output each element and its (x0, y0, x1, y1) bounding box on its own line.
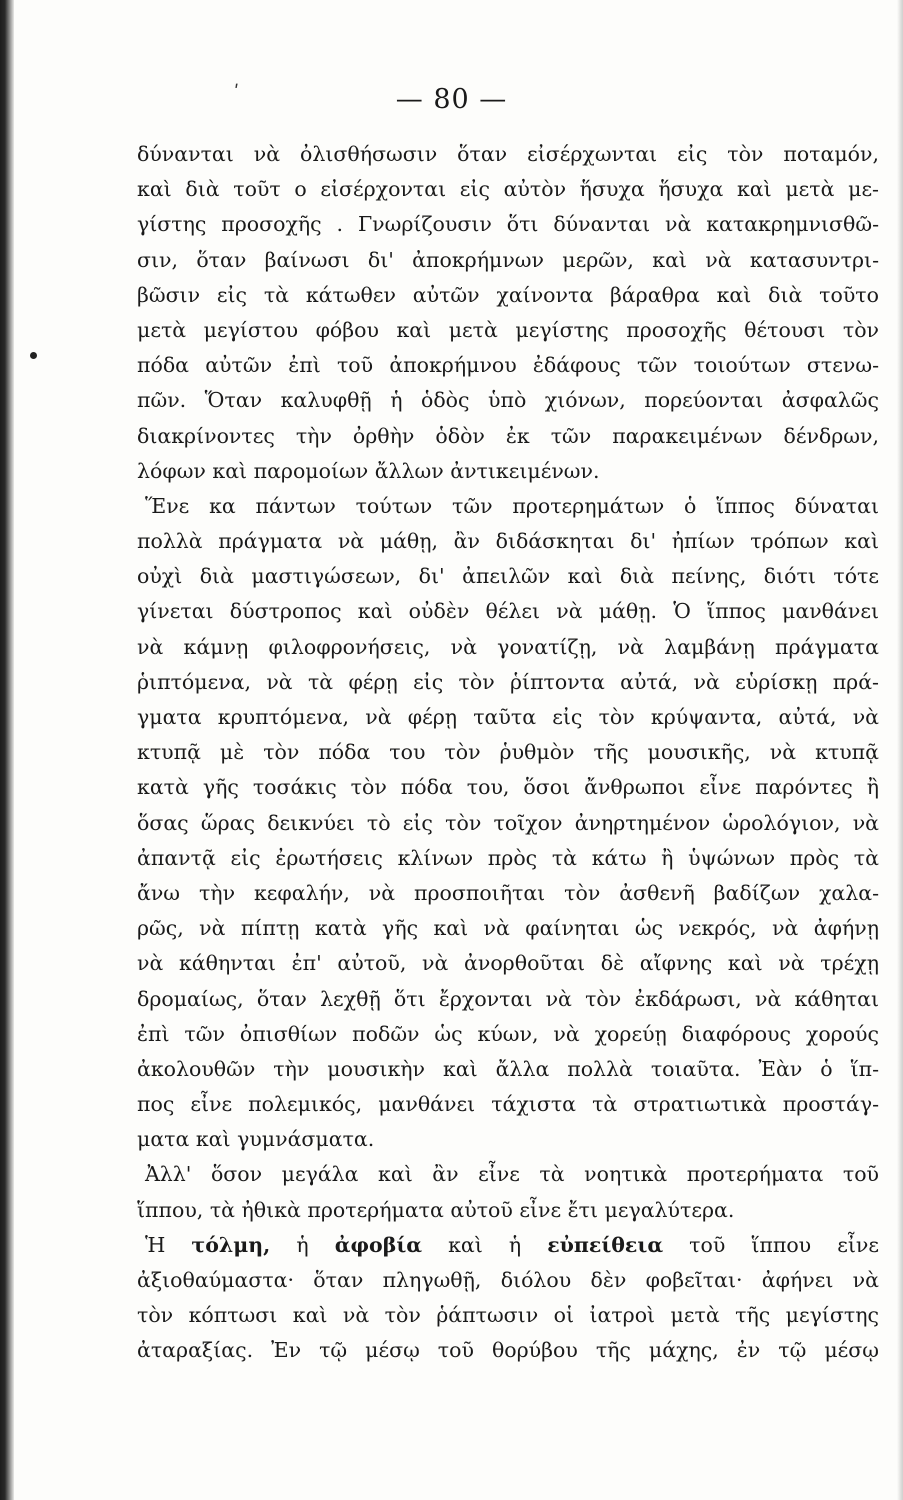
text-line: ἵππου, τὰ ἠθικὰ προτερήματα αὐτοῦ εἶνε ἔτι μεγαλύτερα. (137, 1197, 735, 1222)
stray-mark: ʹ (234, 82, 240, 103)
scan-page-edge (897, 0, 903, 1500)
text-line: Ἕνε κα πάντων τούτων τῶν προτερημάτων ὁ ἵππος δύναται (145, 493, 879, 518)
text-line: ὅσας ὥρας δεικνύει τὸ εἰς τὸν τοῖχον ἀνηρτημένον ὡρολόγιον, νὰ (137, 810, 879, 835)
text-line: βῶσιν εἰς τὰ κάτωθεν αὐτῶν χαίνοντα βάραθρα καὶ διὰ τοῦτο (137, 282, 879, 307)
text-line: δρομαίως, ὅταν λεχθῇ ὅτι ἔρχονται νὰ τὸν ἐκδάρωσι, νὰ κάθηται (137, 986, 879, 1011)
text-line: πόδα αὐτῶν ἐπὶ τοῦ ἀποκρήμνου ἐδάφους τῶν τοιούτων στενω- (137, 353, 879, 378)
text-line: γματα κρυπτόμενα, νὰ φέρῃ ταῦτα εἰς τὸν κρύψαντα, αὐτά, νὰ (137, 705, 879, 729)
text-line: Ἀλλ' ὅσον μεγάλα καὶ ἂν εἶνε τὰ νοητικὰ προτερήματα τοῦ (145, 1162, 879, 1187)
text-line: λόφων καὶ παρομοίων ἄλλων ἀντικειμένων. (137, 458, 600, 483)
text-line: πολλὰ πράγματα νὰ μάθῃ, ἂν διδάσκηται δι' ἠπίων τρόπων καὶ (137, 529, 879, 554)
text-line: νὰ κάθηνται ἐπ' αὐτοῦ, νὰ ἀνορθοῦται δὲ αἴφνης καὶ νὰ τρέχῃ (137, 951, 879, 976)
text-line: γίστης προσοχῆς . Γνωρίζουσιν ὅτι δύνανται νὰ κατακρημνισθῶ- (137, 212, 879, 237)
emphasized-term: ἀφοβία (334, 1232, 423, 1257)
text-line: γίνεται δύστροπος καὶ οὐδὲν θέλει νὰ μάθῃ. Ὁ ἵππος μανθάνει (137, 599, 879, 624)
text-line: ἀταραξίας. Ἐν τῷ μέσῳ τοῦ θορύβου τῆς μάχης, ἐν τῷ μέσῳ (137, 1338, 879, 1363)
emphasized-term: τόλμη, (191, 1232, 271, 1257)
scan-binding-edge (0, 0, 14, 1500)
text-line: σιν, ὅταν βαίνωσι δι' ἀποκρήμνων μερῶν, καὶ νὰ κατασυντρι- (137, 247, 879, 272)
text-line: πῶν. Ὅταν καλυφθῇ ἡ ὁδὸς ὑπὸ χιόνων, πορεύονται ἀσφαλῶς (137, 388, 879, 413)
text-line: ῥιπτόμενα, νὰ τὰ φέρῃ εἰς τὸν ῥίπτοντα αὐτά, νὰ εὑρίσκῃ πρά- (137, 669, 879, 694)
text-line: πος εἶνε πολεμικός, μανθάνει τάχιστα τὰ στρατιωτικὰ προστάγ- (137, 1092, 879, 1117)
text-line: ἀπαντᾷ εἰς ἐρωτήσεις κλίνων πρὸς τὰ κάτω ἢ ὑψώνων πρὸς τὰ (137, 845, 879, 870)
text-line: καὶ διὰ τοῦτ ο εἰσέρχονται εἰς αὐτὸν ἥσυχα ἥσυχα καὶ μετὰ με- (137, 177, 879, 202)
text-line: ἀκολουθῶν τὴν μουσικὴν καὶ ἄλλα πολλὰ τοιαῦτα. Ἐὰν ὁ ἵπ- (137, 1056, 879, 1081)
text-line: δύνανται νὰ ὀλισθήσωσιν ὅταν εἰσέρχωνται εἰς τὸν ποταμόν, (137, 142, 879, 166)
text-line: τὸν κόπτωσι καὶ νὰ τὸν ῥάπτωσιν οἱ ἰατροὶ μετὰ τῆς μεγίστης (137, 1303, 879, 1328)
text-line: διακρίνοντες τὴν ὀρθὴν ὁδὸν ἐκ τῶν παρακειμένων δένδρων, (137, 423, 879, 448)
text-line: ἀξιοθαύμαστα· ὅταν πληγωθῇ, διόλου δὲν φοβεῖται· ἀφήνει νὰ (137, 1268, 879, 1292)
text-line: ἐπὶ τῶν ὀπισθίων ποδῶν ὡς κύων, νὰ χορεύῃ διαφόρους χορούς (137, 1021, 879, 1046)
text-line: μετὰ μεγίστου φόβου καὶ μετὰ μεγίστης προσοχῆς θέτουσι τὸν (137, 317, 879, 342)
text-line: ματα καὶ γυμνάσματα. (137, 1127, 375, 1152)
text-line: κατὰ γῆς τοσάκις τὸν πόδα του, ὅσοι ἄνθρωποι εἶνε παρόντες ἢ (137, 775, 879, 800)
text-line: κτυπᾷ μὲ τὸν πόδα του τὸν ῥυθμὸν τῆς μουσικῆς, νὰ κτυπᾷ (137, 740, 879, 765)
text-line: ρῶς, νὰ πίπτῃ κατὰ γῆς καὶ νὰ φαίνηται ὡς νεκρός, νὰ ἀφήνῃ (137, 916, 879, 941)
text-line: ἄνω τὴν κεφαλήν, νὰ προσποιῆται τὸν ἀσθενῆ βαδίζων χαλα- (137, 880, 879, 905)
text-run: καὶ ἡ (448, 1232, 522, 1257)
body-text (137, 137, 879, 1369)
text-run: τοῦ ἵππου εἶνε (689, 1232, 879, 1257)
text-line: νὰ κάμνῃ φιλοφρονήσεις, νὰ γονατίζῃ, νὰ λαμβάνῃ πράγματα (137, 634, 879, 659)
text-run: ἡ (296, 1232, 309, 1257)
emphasized-term: εὐπείθεια (547, 1232, 664, 1257)
page-number: — 80 — (395, 84, 508, 115)
text-line: οὐχὶ διὰ μαστιγώσεων, δι' ἀπειλῶν καὶ διὰ πείνης, διότι τότε (137, 564, 879, 589)
final-paragraph-first-line (137, 1228, 879, 1263)
stray-dot (30, 352, 37, 359)
text-run: Ἡ (145, 1232, 166, 1257)
